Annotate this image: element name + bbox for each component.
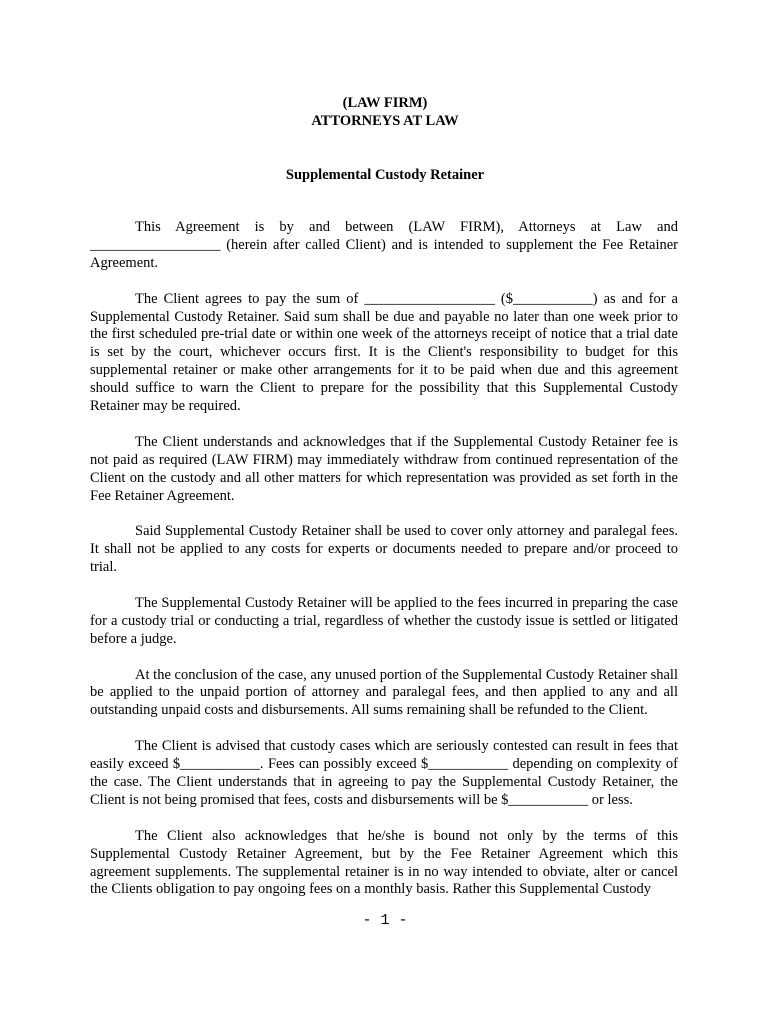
- paragraph-nonpayment: The Client understands and acknowledges that if the Supplemental Custody Retainer fee is not paid as required (LAW FIRM) may immediately withdraw from continued representation of the Client on the custody and all other matters for which representation was provided as set forth in the Fee Retainer Agreement.: [90, 433, 678, 504]
- letterhead: [0, 94, 770, 130]
- document-body: [90, 219, 678, 899]
- paragraph-fee-estimates: The Client is advised that custody cases which are seriously contested can result in fees that easily exceed $___________. Fees can possibly exceed $___________ depending on complexity of the case. The Client understands that in agreeing to pay the Supplemental Custody Retainer, the Client is not being promised that fees, costs and disbursements will be $___________ or less.: [90, 738, 678, 808]
- document-title: Supplemental Custody Retainer: [285, 167, 485, 183]
- paragraph-application: The Supplemental Custody Retainer will be applied to the fees incurred in preparing the case for a custody trial or conducting a trial, regardless of whether the custody issue is settled or litigated before a judge.: [90, 594, 678, 647]
- page-number: - 1 -: [362, 912, 408, 929]
- firm-subtitle: ATTORNEYS AT LAW: [311, 113, 459, 129]
- paragraph-use-of-retainer: Said Supplemental Custody Retainer shall be used to cover only attorney and paralegal fees. It shall not be applied to any costs for experts or documents needed to prepare and/or proceed to trial.: [90, 523, 678, 576]
- paragraph-acknowledgement: The Client also acknowledges that he/she is bound not only by the terms of this Supplemental Custody Retainer Agreement, but by the Fee Retainer Agreement which this agreement supplements. The supplemental retainer is in no way intended to obviate, alter or cancel the Clients obligation to pay ongoing fees on a monthly basis. Rather this Supplemental Custody: [90, 827, 678, 898]
- paragraph-payment-terms: The Client agrees to pay the sum of __________________ ($___________) as and for a Supplemental Custody Retainer. Said sum shall be due and payable no later than one week prior to the first scheduled pre-trial date or within one week of the attorneys receipt of notice that a trial date is set by the court, whichever occurs first. It is the Client's responsibility to budget for this supplemental retainer or make other arrangements for it to be paid when due and this agreement should suffice to warn the Client to prepare for the possibility that this Supplemental Custody Retainer may be required.: [90, 290, 678, 415]
- paragraph-conclusion: At the conclusion of the case, any unused portion of the Supplemental Custody Retainer shall be applied to the unpaid portion of attorney and paralegal fees, and then applied to any and all outstanding unpaid costs and disbursements. All sums remaining shall be refunded to the Client.: [90, 666, 678, 719]
- paragraph-agreement-parties: This Agreement is by and between (LAW FIRM), Attorneys at Law and __________________ (herein after called Client) and is intended to supplement the Fee Retainer Agreement.: [90, 219, 678, 271]
- firm-name: (LAW FIRM): [342, 95, 428, 111]
